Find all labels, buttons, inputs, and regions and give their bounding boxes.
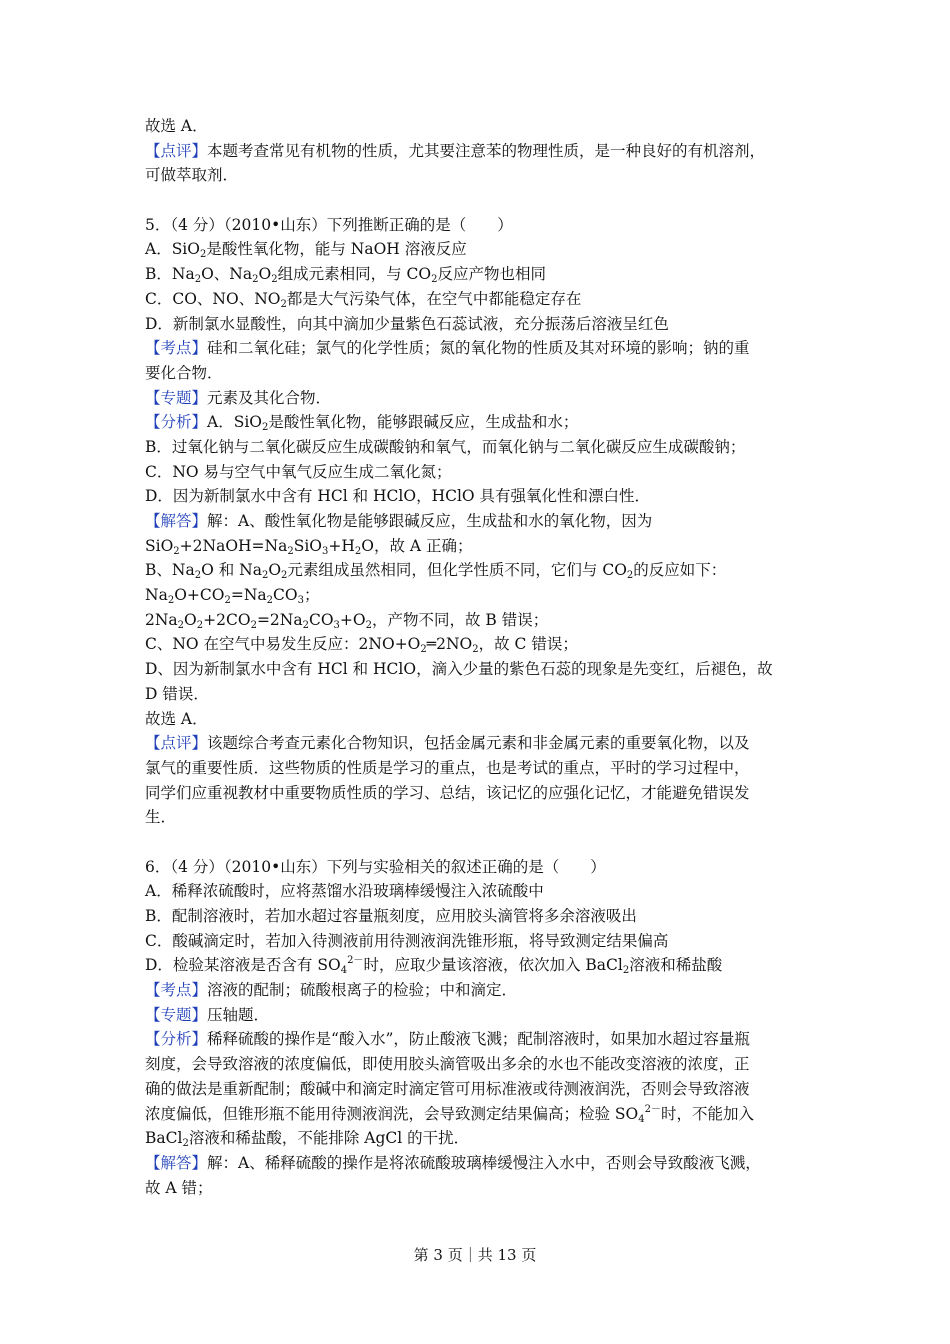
q6-jieda-line-2: 故 A 错；	[145, 1178, 213, 1197]
kaodian-tag: 【考点】	[145, 339, 208, 358]
q5-dianping-line-1: 【点评】该题综合考查元素化合物知识，包括金属元素和非金属元素的重要氧化物，以及	[145, 734, 750, 753]
q5-fenxi-line-3: C．NO 易与空气中氧气反应生成二氧化氮；	[145, 462, 452, 481]
q6-kaodian: 【考点】溶液的配制；硫酸根离子的检验；中和滴定．	[145, 981, 518, 1000]
q5-option-a: A．SiO$_2$是酸性氧化物，能与 NaOH 溶液反应	[145, 240, 467, 261]
fenxi-tag: 【分析】	[145, 1030, 208, 1049]
review-tag: 【点评】	[145, 141, 208, 160]
q5-option-c: C．CO、NO、$NO_2$都是大气污染气体，在空气中都能稳定存在	[145, 289, 582, 310]
jieda-tag: 【解答】	[145, 512, 208, 530]
q6-stem: 6．（4 分）（2010•山东）下列与实验相关的叙述正确的是（ ）	[145, 857, 606, 876]
q4-review-line-1: 【点评】本题考查常见有机物的性质，尤其要注意苯的物理性质，是一种良好的有机溶剂，	[145, 141, 766, 160]
q5-stem: 5．（4 分）（2010•山东）下列推断正确的是（ ）	[145, 215, 513, 234]
q6-option-b: B．配制溶液时，若加水超过容量瓶刻度，应用胶头滴管将多余溶液吸出	[145, 907, 637, 925]
q5-jieda-line-5: $2Na_2O_2+2CO_2=2Na_2CO_3+O_2$，产物不同，故 B 错误；	[145, 610, 549, 631]
q6-fenxi-line-3: 确的做法是重新配制；酸碱中和滴定时滴定管可用标准液或待测液润洗，否则会导致溶液	[145, 1079, 750, 1098]
q6-option-c: C．酸碱滴定时，若加入待测液前用待测液润洗锥形瓶，将导致测定结果偏高	[145, 931, 669, 950]
q5-dianping-line-2: 氯气的重要性质．这些物质的性质是学习的重点，也是考试的重点，平时的学习过程中，	[145, 758, 750, 777]
q6-fenxi-line-4: 浓度偏低，但锥形瓶不能用待测液润洗，会导致测定结果偏高；检验 $SO_4^{2-}$时，不能加入	[145, 1103, 755, 1125]
q5-jieda-line-8: D 错误．	[145, 684, 209, 703]
q5-jieda-line-3: B、$Na_2O$ 和 $Na_2O_2$元素组成虽然相同，但化学性质不同，它们与 $CO_2$的反应如下：	[145, 561, 727, 582]
q5-answer: 故选 A．	[145, 709, 208, 728]
q6-option-a: A．稀释浓硫酸时，应将蒸馏水沿玻璃棒缓慢注入浓硫酸中	[145, 882, 544, 901]
kaodian-tag: 【考点】	[145, 981, 208, 1000]
q6-fenxi-line-2: 刻度，会导致溶液的浓度偏低，即使用胶头滴管吸出多余的水也不能改变溶液的浓度，正	[145, 1055, 750, 1074]
q5-jieda-line-6: C、NO 在空气中易发生反应：$2NO+O_2═2NO_2$，故 C 错误；	[145, 635, 578, 656]
q6-jieda-line-1: 【解答】解：A、稀释硫酸的操作是将浓硫酸玻璃棒缓慢注入水中，否则会导致酸液飞溅，	[145, 1153, 761, 1172]
dianping-tag: 【点评】	[145, 734, 208, 753]
q5-kaodian-line-1: 【考点】硅和二氧化硅；氯气的化学性质；氮的氧化物的性质及其对环境的影响；钠的重	[145, 339, 750, 358]
q5-option-b: B．$Na_2O$、$Na_2O_2$组成元素相同，与 $CO_2$反应产物也相同	[145, 265, 546, 286]
q6-fenxi-line-5: BaCl$_2$溶液和稀盐酸，不能排除 AgCl 的干扰．	[145, 1129, 470, 1150]
q5-jieda-line-2: $SiO_2+2NaOH=Na_2SiO_3+H_2O$，故 A 正确；	[145, 536, 473, 557]
q5-jieda-line-7: D、因为新制氯水中含有 HCl 和 HClO，滴入少量的紫色石蕊的现象是先变红，后褪色，故	[145, 660, 773, 679]
q5-dianping-line-4: 生．	[145, 808, 177, 827]
q4-answer: 故选 A．	[145, 117, 208, 135]
q5-fenxi-line-1: 【分析】A．SiO$_2$是酸性氧化物，能够跟碱反应，生成盐和水；	[145, 413, 579, 434]
q4-review-line-2: 可做萃取剂．	[145, 166, 239, 185]
q5-fenxi-line-2: B．过氧化钠与二氧化碳反应生成碳酸钠和氧气，而氧化钠与二氧化碳反应生成碳酸钠；	[145, 437, 746, 456]
q6-zhuanti: 【专题】压轴题．	[145, 1005, 270, 1024]
q5-jieda-line-4: $Na_2O+CO_2=Na_2CO_3$；	[145, 586, 320, 607]
q5-kaodian-line-2: 要化合物．	[145, 363, 223, 382]
q5-fenxi-line-4: D．因为新制氯水中含有 HCl 和 HClO，HClO 具有强氧化性和漂白性．	[145, 487, 651, 506]
zhuanti-tag: 【专题】	[145, 388, 208, 407]
jieda-tag: 【解答】	[145, 1153, 208, 1172]
page-content	[145, 114, 810, 1200]
q5-dianping-line-3: 同学们应重视教材中重要物质性质的学习、总结，该记忆的应强化记忆，才能避免错误发	[145, 783, 750, 802]
page-footer: 第 3 页｜共 13 页	[413, 1246, 537, 1264]
q5-zhuanti: 【专题】元素及其化合物．	[145, 388, 332, 407]
zhuanti-tag: 【专题】	[145, 1005, 208, 1024]
q5-option-d: D．新制氯水显酸性，向其中滴加少量紫色石蕊试液，充分振荡后溶液呈红色	[145, 314, 669, 333]
q6-option-d: D．检验某溶液是否含有 $SO_4^{2-}$时，应取少量该溶液，依次加入 BaCl$_2$溶液和稀盐酸	[145, 955, 723, 977]
q5-jieda-line-1: 【解答】解：A、酸性氧化物是能够跟碱反应，生成盐和水的氧化物，因为	[145, 512, 653, 530]
q6-fenxi-line-1: 【分析】稀释硫酸的操作是“酸入水”，防止酸液飞溅；配制溶液时，如果加水超过容量瓶	[145, 1030, 750, 1049]
fenxi-tag: 【分析】	[145, 413, 208, 432]
